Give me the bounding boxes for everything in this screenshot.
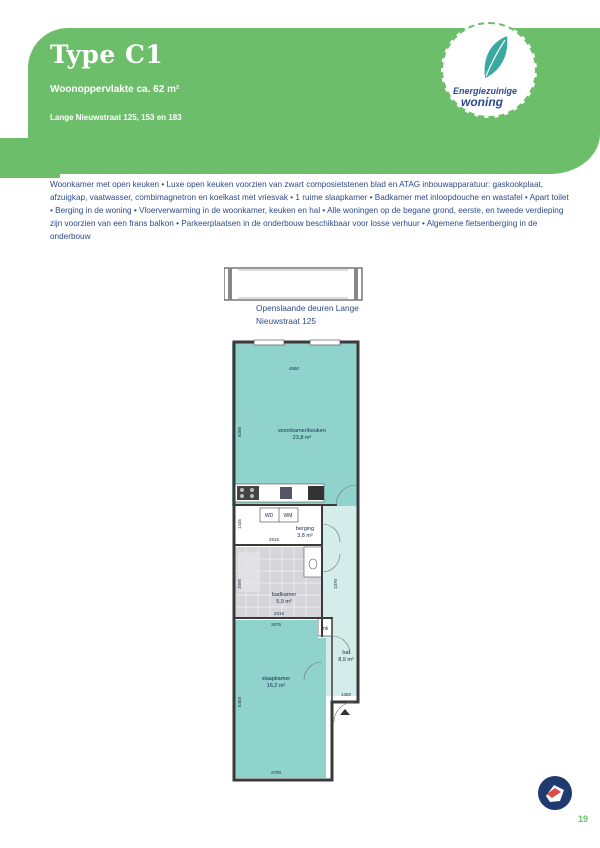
dim-6200: 6200 xyxy=(237,426,242,438)
mk-label: mk xyxy=(321,626,329,632)
badge-line-1: Energiezuinige xyxy=(453,86,518,96)
page-title: Type C1 xyxy=(50,40,164,69)
dim-1445: 1445 xyxy=(237,518,242,530)
dim-5403: 5403 xyxy=(237,696,242,708)
caption-line-2: Nieuwstraat 125 xyxy=(256,316,316,326)
dim-2915: 2915 xyxy=(268,537,280,542)
dim-2675: 2675 xyxy=(270,622,282,627)
badkamer-area: 5,9 m² xyxy=(276,599,292,605)
slaapkamer-label: slaapkamer xyxy=(261,676,291,682)
dim-2315: 2315 xyxy=(273,611,285,616)
woonkamer-area: 23,8 m² xyxy=(292,435,312,441)
slaapkamer-floor xyxy=(234,620,318,778)
hal-label: hal xyxy=(342,650,350,656)
page-number: 19 xyxy=(578,814,589,824)
dim-1350: 1350 xyxy=(340,692,352,697)
wd-label: WD xyxy=(264,513,274,519)
feature-description: Woonkamer met open keuken • Luxe open keuken voorzien van zwart composietstenen blad en ATAG inbouwapparatuur: gaskookplaat, afzuigkap, vaatwasser, combimagnetron en koelkast met vriesvak • 1 ruime slaapkamer • Badkamer met inloopdouche en wastafel • Apart toilet • Berging in de woning • Vloerverwarming in de woonkamer, keuken en hal • Alle woningen op de begane grond, eerste, en tweede verdieping zijn voorzien van een frans balkon • Parkeerplaatsen in de onderbouw beschikbaar voor losse verhuur • Algemene fietsenberging in de onderbouw xyxy=(50,180,569,241)
badge-line-2: woning xyxy=(461,95,503,109)
wm-label: WM xyxy=(283,513,293,519)
hal-area: 8,9 m² xyxy=(338,657,354,663)
address-line: Lange Nieuwstraat 125, 153 en 183 xyxy=(50,113,182,122)
company-logo xyxy=(538,776,572,810)
floor-plan xyxy=(224,262,364,782)
berging-label: berging xyxy=(295,526,315,532)
dim-1370: 1370 xyxy=(333,578,338,590)
woonkamer-label: woonkamer/keuken xyxy=(278,428,326,434)
badkamer-label: badkamer xyxy=(271,592,297,598)
balcony-caption xyxy=(256,302,359,328)
floor-area-subtitle: Woonoppervlakte ca. 62 m² xyxy=(50,84,180,95)
hal-floor xyxy=(322,506,358,696)
logo-icon xyxy=(538,776,572,810)
berging-area: 3,8 m² xyxy=(297,533,313,539)
dim-4550: 4550 xyxy=(288,366,300,371)
balcony-frame xyxy=(224,268,362,300)
leaf-icon xyxy=(481,34,511,80)
dim-2700: 2700 xyxy=(270,770,282,775)
dim-2095: 2095 xyxy=(237,578,242,590)
caption-line-1: Openslaande deuren Lange xyxy=(256,303,359,313)
slaapkamer-area: 16,2 m² xyxy=(266,683,286,689)
energy-badge xyxy=(441,22,537,118)
